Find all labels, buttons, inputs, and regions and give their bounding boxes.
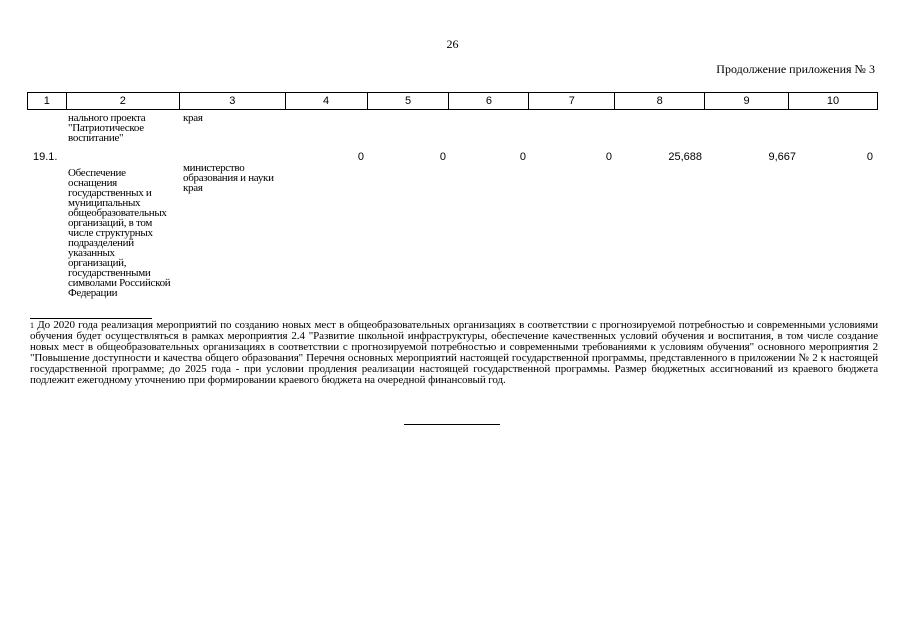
footnote-text: До 2020 года реализация мероприятий по созданию новых мест в общеобразовательных организациях в соответствии с прогнозируемой потребностью и современными условиями обучения будет осуществляться в рамках мероприятия 2.4 "Развитие школьной инфраструктуры, обеспечение качественных условий обучения и воспитания, в том числе создание новых мест в общеобразовательных организациях в соответствии с прогнозируемой потребностью и современными требованиями к условиям обучения" основного мероприятия 2 "Повышение доступности и качества общего образования" Перечня основных мероприятий настоящей государственной программы, представленного в приложении № 2 к настоящей государственной программе; до 2025 года - при условии продления реализации настоящей государственной программы. Размер бюджетных ассигнований из краевого бюджета подлежит ежегодному уточнению при формировании краевого бюджета на очередной финансовый год.: [30, 319, 879, 386]
value-col-6: 0: [519, 151, 526, 163]
value-col-5: 0: [439, 151, 446, 163]
row-name-cell: Обеспечение оснащения государственных и муниципальных общеобразовательных организаций, в том числе структурных подразделений указанных организаций, государственными символами Российской Федерации: [68, 167, 171, 299]
continuation-caption: Продолжение приложения № 3: [716, 62, 875, 76]
column-header-10: 10: [789, 93, 878, 110]
table-header: [27, 92, 878, 110]
column-header-7: 7: [529, 93, 615, 110]
carryover-name-cell: нального проекта "Патриотическое воспитание": [68, 112, 146, 144]
column-header-8: 8: [615, 93, 705, 110]
column-header-3: 3: [180, 93, 286, 110]
end-of-page-divider: [404, 424, 500, 425]
value-col-7: 0: [605, 151, 612, 163]
page-number: 26: [446, 37, 459, 51]
table-header-row: [28, 93, 878, 110]
column-header-9: 9: [705, 93, 789, 110]
footnote-marker: 1: [30, 321, 34, 330]
footnote: [30, 320, 878, 386]
value-col-8: 25,688: [668, 151, 702, 163]
carryover-executor-cell: края: [183, 112, 203, 124]
column-header-6: 6: [449, 93, 529, 110]
row-executor-cell: министерство образования и науки края: [183, 162, 274, 194]
column-header-4: 4: [285, 93, 367, 110]
row-number-cell: 19.1.: [33, 151, 58, 163]
value-col-10: 0: [866, 151, 873, 163]
column-header-1: 1: [28, 93, 67, 110]
value-col-9: 9,667: [768, 151, 796, 163]
value-col-4: 0: [357, 151, 364, 163]
column-header-5: 5: [367, 93, 449, 110]
column-header-2: 2: [66, 93, 179, 110]
